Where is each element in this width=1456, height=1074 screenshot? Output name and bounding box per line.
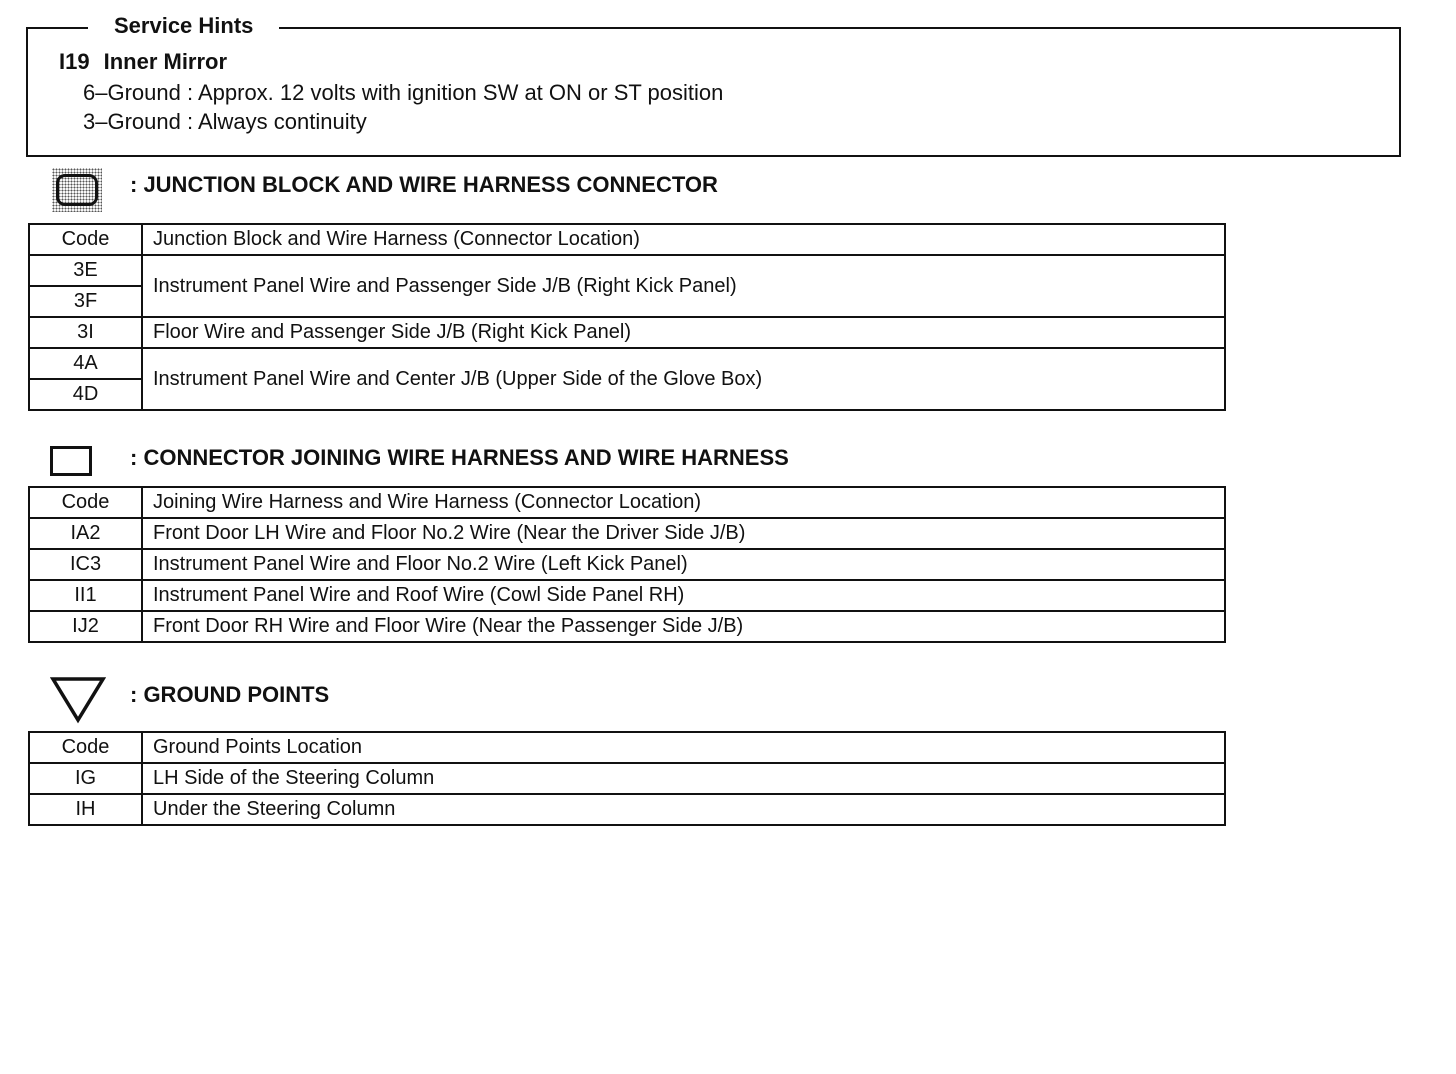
hint-item-heading [59, 48, 227, 76]
hatched-rounded-square-icon [52, 168, 102, 212]
table-row [29, 794, 1225, 825]
row-code: IJ2 [29, 611, 142, 642]
row-code: IA2 [29, 518, 142, 549]
code-header: Code [29, 224, 142, 255]
row-code: IC3 [29, 549, 142, 580]
table-row [29, 518, 1225, 549]
hint-line-2: 3–Ground : Always continuity [83, 109, 367, 134]
row-code: 4D [29, 379, 142, 410]
connector-section-heading: : CONNECTOR JOINING WIRE HARNESS AND WIRE HARNESS [130, 445, 789, 470]
row-desc: LH Side of the Steering Column [142, 763, 1225, 794]
row-desc: Floor Wire and Passenger Side J/B (Right Kick Panel) [142, 317, 1225, 348]
table-row [29, 580, 1225, 611]
location-header: Joining Wire Harness and Wire Harness (Connector Location) [142, 487, 1225, 518]
row-desc: Under the Steering Column [142, 794, 1225, 825]
table-row [29, 549, 1225, 580]
table-header-row [29, 487, 1225, 518]
location-header: Junction Block and Wire Harness (Connector Location) [142, 224, 1225, 255]
table-header-row [29, 224, 1225, 255]
row-code: 4A [29, 348, 142, 379]
table-row [29, 611, 1225, 642]
hint-item-name: Inner Mirror [103, 49, 228, 74]
row-desc: Instrument Panel Wire and Passenger Side J/B (Right Kick Panel) [142, 255, 1225, 317]
row-code: IH [29, 794, 142, 825]
row-desc: Front Door LH Wire and Floor No.2 Wire (Near the Driver Side J/B) [142, 518, 1225, 549]
row-code: 3E [29, 255, 142, 286]
table-header-row [29, 732, 1225, 763]
row-desc: Instrument Panel Wire and Roof Wire (Cowl Side Panel RH) [142, 580, 1225, 611]
junction-table [28, 223, 1226, 411]
row-desc: Front Door RH Wire and Floor Wire (Near the Passenger Side J/B) [142, 611, 1225, 642]
ground-section-heading: : GROUND POINTS [130, 682, 330, 707]
row-code: 3I [29, 317, 142, 348]
table-row [29, 763, 1225, 794]
code-header: Code [29, 732, 142, 763]
row-code: IG [29, 763, 142, 794]
table-row [29, 348, 1225, 379]
row-desc: Instrument Panel Wire and Center J/B (Upper Side of the Glove Box) [142, 348, 1225, 410]
service-hints-title: Service Hints [88, 12, 279, 40]
table-row [29, 317, 1225, 348]
row-desc: Instrument Panel Wire and Floor No.2 Wire (Left Kick Panel) [142, 549, 1225, 580]
row-code: II1 [29, 580, 142, 611]
hint-line-1: 6–Ground : Approx. 12 volts with ignition SW at ON or ST position [83, 80, 724, 105]
code-header: Code [29, 487, 142, 518]
table-row [29, 255, 1225, 286]
location-header: Ground Points Location [142, 732, 1225, 763]
hint-item-code: I19 [59, 49, 90, 74]
row-code: 3F [29, 286, 142, 317]
open-square-icon [50, 446, 92, 476]
ground-table [28, 731, 1226, 826]
connector-table [28, 486, 1226, 643]
junction-section-heading: : JUNCTION BLOCK AND WIRE HARNESS CONNECTOR [130, 172, 718, 197]
down-triangle-icon [50, 676, 106, 724]
